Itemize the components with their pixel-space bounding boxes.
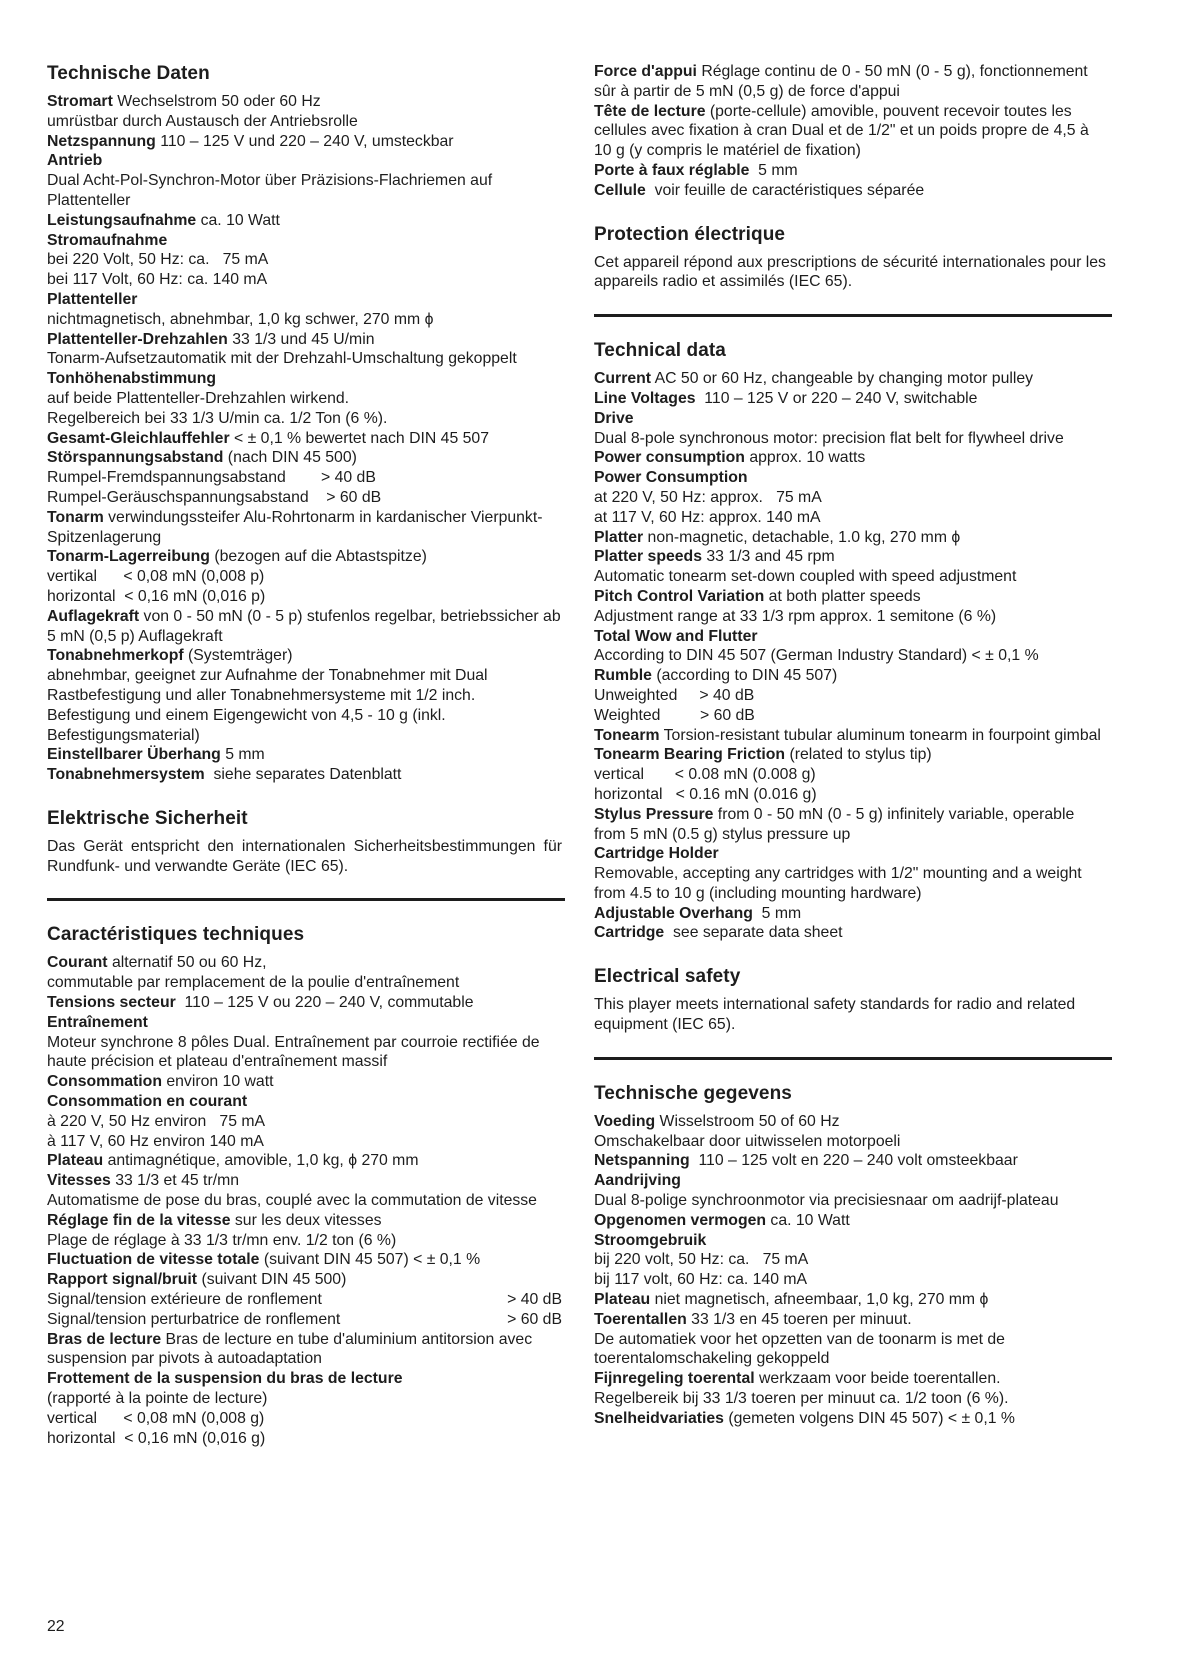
spec-value: AC 50 or 60 Hz, changeable by changing motor pulley <box>651 370 1034 388</box>
spec-value: (porte-cellule) amovible, pouvent recevoir toutes les cellules avec fixation à cran Dual et de 1/2" et un poids propre de 4,5 à 10 g (y compris le matériel de fixation) <box>594 102 1094 160</box>
section-divider <box>594 1057 1112 1060</box>
spec-value: at 117 V, 60 Hz: approx. 140 mA <box>594 508 821 526</box>
spec-item <box>594 1290 1109 1310</box>
spec-value: bei 220 Volt, 50 Hz: ca. 75 mA <box>47 251 269 269</box>
spec-label: Réglage fin de la vitesse <box>47 1211 231 1229</box>
spec-label: Tonarm <box>47 508 104 526</box>
spec-label: Entraînement <box>47 1013 148 1031</box>
spec-item <box>47 330 562 350</box>
spec-item <box>47 1211 562 1231</box>
spec-item <box>594 1250 1109 1270</box>
spec-value: (suivant DIN 45 507) < ± 0,1 % <box>259 1251 481 1269</box>
spec-item <box>594 627 1109 647</box>
spec-value: 33 1/3 und 45 U/min <box>227 330 375 348</box>
spec-item <box>594 686 1109 706</box>
spec-item <box>594 1151 1109 1171</box>
spec-item <box>594 409 1109 429</box>
section-technische-gegevens <box>594 1082 1109 1429</box>
spec-value: (related to stylus tip) <box>785 746 932 764</box>
spec-label: Fijnregeling toerental <box>594 1370 755 1388</box>
section-title: Technical data <box>594 340 726 362</box>
spec-item <box>594 1211 1109 1231</box>
spec-value: Automatic tonearm set-down coupled with speed adjustment <box>594 568 1017 586</box>
spec-item <box>47 488 562 508</box>
spec-value: at 220 V, 50 Hz: approx. 75 mA <box>594 488 822 506</box>
spec-value: Moteur synchrone 8 pôles Dual. Entraînement par courroie rectifiée de haute précision et plateau d'entraînement massif <box>47 1033 544 1071</box>
spec-value: bij 117 volt, 60 Hz: ca. 140 mA <box>594 1271 808 1289</box>
spec-value: siehe separates Datenblatt <box>204 766 402 784</box>
spec-label: Stromart <box>47 93 113 110</box>
section-fr-continued <box>594 62 1109 201</box>
spec-label: Tonabnehmerkopf <box>47 647 184 665</box>
spec-value: commutable par remplacement de la poulie d'entraînement <box>47 974 460 992</box>
spec-value: Unweighted > 40 dB <box>594 686 755 704</box>
spec-item <box>47 1072 562 1092</box>
spec-value: Regelbereich bei 33 1/3 U/min ca. 1/2 Ton (6 %). <box>47 409 388 427</box>
spec-label: Störspannungsabstand <box>47 449 224 467</box>
spec-item <box>47 646 562 666</box>
spec-item <box>47 429 562 449</box>
spec-item <box>594 567 1109 587</box>
spec-item <box>594 389 1109 409</box>
spec-kv-key: Signal/tension extérieure de ronflement <box>47 1291 322 1309</box>
spec-item <box>47 1033 562 1073</box>
section-title: Technische Daten <box>47 63 210 84</box>
page-number: 22 <box>47 1618 65 1635</box>
spec-value: < ± 0,1 % bewertet nach DIN 45 507 <box>229 429 489 447</box>
spec-label: Voeding <box>594 1112 656 1130</box>
spec-item <box>594 607 1109 627</box>
spec-label: Cartridge <box>594 924 665 942</box>
section-title: Electrical safety <box>594 966 741 988</box>
spec-value: auf beide Plattenteller-Drehzahlen wirkend. <box>47 389 350 407</box>
spec-item <box>47 448 562 468</box>
spec-label: Netspanning <box>594 1152 690 1170</box>
spec-value: von 0 - 50 mN (0 - 5 p) stufenlos regelbar, betriebssicher ab 5 mN (0,5 p) Auflagekraft <box>47 607 566 645</box>
spec-label: Tonearm Bearing Friction <box>594 746 786 764</box>
section-protection-electrique <box>594 223 1109 293</box>
spec-label: Plattenteller <box>47 290 138 308</box>
spec-item <box>47 1250 562 1270</box>
spec-label: Fluctuation de vitesse totale <box>47 1251 260 1269</box>
spec-label: Rapport signal/bruit <box>47 1271 198 1289</box>
spec-value: (according to DIN 45 507) <box>651 667 838 685</box>
spec-item <box>594 844 1109 864</box>
spec-value: environ 10 watt <box>161 1073 274 1091</box>
spec-value: antimagnétique, amovible, 1,0 kg, ϕ 270 mm <box>103 1152 419 1170</box>
spec-value: bei 117 Volt, 60 Hz: ca. 140 mA <box>47 271 268 289</box>
spec-item <box>594 666 1109 686</box>
spec-value: Plage de réglage à 33 1/3 tr/mn env. 1/2 ton (6 %) <box>47 1231 397 1249</box>
spec-value: approx. 10 watts <box>744 449 866 467</box>
spec-value: Rumpel-Fremdspannungsabstand > 40 dB <box>47 469 376 487</box>
spec-item <box>594 1369 1109 1389</box>
spec-label: Courant <box>47 954 108 972</box>
spec-value: According to DIN 45 507 (German Industry Standard) < ± 0,1 % <box>594 647 1039 665</box>
spec-list <box>594 1112 1109 1429</box>
spec-value: (Systemträger) <box>183 647 293 665</box>
spec-value: Wechselstrom 50 oder 60 Hz <box>112 93 321 110</box>
spec-label: Antrieb <box>47 152 103 170</box>
spec-value: Adjustment range at 33 1/3 rpm approx. 1 semitone (6 %) <box>594 607 997 625</box>
spec-value: werkzaam voor beide toerentallen. <box>754 1370 1001 1388</box>
spec-value: Dual Acht-Pol-Synchron-Motor über Präzisions-Flachriemen auf Plattenteller <box>47 172 497 209</box>
spec-value: bij 220 volt, 50 Hz: ca. 75 mA <box>594 1251 809 1269</box>
spec-item <box>594 765 1109 785</box>
section-title: Elektrische Sicherheit <box>47 807 248 829</box>
spec-item <box>47 211 562 231</box>
spec-label: Platter <box>594 528 644 546</box>
spec-label: Platter speeds <box>594 548 702 566</box>
spec-item <box>47 1330 562 1370</box>
spec-value: Réglage continu de 0 - 50 mN (0 - 5 g), fonctionnement sûr à partir de 5 mN (0,5 g) de force d'appui <box>594 63 1093 100</box>
spec-label: Tonarm-Lagerreibung <box>47 548 210 566</box>
section-text: Cet appareil répond aux prescriptions de sécurité internationales pour les appareils radio et assimilés (IEC 65). <box>594 253 1111 291</box>
spec-label: Tonearm <box>594 726 660 744</box>
spec-list <box>47 1330 562 1449</box>
spec-item <box>47 1191 562 1211</box>
spec-value: Tonarm-Aufsetzautomatik mit der Drehzahl-Umschaltung gekoppelt <box>47 350 517 368</box>
spec-value: alternatif 50 ou 60 Hz, <box>107 954 267 972</box>
spec-item <box>47 1092 562 1112</box>
spec-item <box>47 1151 562 1171</box>
spec-value: à 117 V, 60 Hz environ 140 mA <box>47 1132 264 1150</box>
spec-item <box>47 1429 562 1449</box>
spec-value: 5 mm <box>749 161 798 179</box>
spec-item <box>47 349 562 369</box>
spec-value: Wisselstroom 50 of 60 Hz <box>655 1112 840 1130</box>
spec-item <box>47 1231 562 1251</box>
spec-label: Current <box>594 370 652 388</box>
spec-label: Opgenomen vermogen <box>594 1211 767 1229</box>
spec-kv-row <box>47 1290 562 1310</box>
spec-item <box>47 547 562 567</box>
spec-list <box>47 92 566 785</box>
spec-item <box>594 508 1109 528</box>
spec-item <box>594 62 1109 102</box>
spec-item <box>47 953 562 973</box>
spec-item <box>47 409 562 429</box>
spec-label: Aandrijving <box>594 1172 681 1190</box>
spec-item <box>47 1369 562 1389</box>
spec-label: Force d'appui <box>594 63 697 80</box>
spec-item <box>47 666 562 745</box>
spec-item <box>594 1310 1109 1330</box>
spec-item <box>594 726 1109 746</box>
spec-value: (gemeten volgens DIN 45 507) < ± 0,1 % <box>723 1409 1015 1427</box>
spec-value: see separate data sheet <box>664 924 843 942</box>
spec-value: voir feuille de caractéristiques séparée <box>645 181 925 199</box>
spec-item <box>594 646 1109 666</box>
spec-item <box>47 112 562 132</box>
spec-item <box>594 706 1109 726</box>
section-technical-data <box>594 339 1109 943</box>
spec-value: Torsion-resistant tubular aluminum tonearm in fourpoint gimbal <box>659 726 1101 744</box>
spec-value: Removable, accepting any cartridges with 1/2" mounting and a weight from 4.5 to 10 g (including mounting hardware) <box>594 865 1087 902</box>
spec-value: 33 1/3 et 45 tr/mn <box>110 1172 240 1190</box>
spec-value: 33 1/3 and 45 rpm <box>702 548 835 566</box>
spec-item <box>594 488 1109 508</box>
spec-value: ca. 10 Watt <box>766 1211 850 1229</box>
spec-value: horizontal < 0.16 mN (0.016 g) <box>594 785 817 803</box>
spec-label: Stylus Pressure <box>594 805 714 823</box>
section-text: This player meets international safety standards for radio and related equipment (IEC 65). <box>594 996 1080 1034</box>
spec-value: Bras de lecture en tube d'aluminium antitorsion avec suspension par pivots à autoadaptation <box>47 1330 537 1368</box>
left-column <box>47 62 567 1470</box>
spec-value: umrüstbar durch Austausch der Antriebsrolle <box>47 112 358 130</box>
spec-label: Stroomgebruik <box>594 1231 707 1249</box>
spec-label: Auflagekraft <box>47 607 140 625</box>
spec-list <box>594 369 1109 943</box>
spec-item <box>47 310 562 330</box>
spec-label: Toerentallen <box>594 1310 687 1328</box>
spec-value: abnehmbar, geeignet zur Aufnahme der Tonabnehmer mit Dual Rastbefestigung und aller Tonabnehmersysteme mit 1/2 inch. Befestigung und einem Eigengewicht von 4,5 - 10 g (inkl. Befestigungsmaterial) <box>47 667 492 744</box>
spec-label: Tonabnehmersystem <box>47 766 205 784</box>
spec-value: (suivant DIN 45 500) <box>197 1271 347 1289</box>
spec-label: Netzspannung <box>47 132 156 150</box>
spec-value: non-magnetic, detachable, 1.0 kg, 270 mm ϕ <box>643 528 961 546</box>
spec-item <box>47 607 566 647</box>
spec-item <box>47 231 562 251</box>
spec-value: 110 – 125 volt en 220 – 240 volt omsteekbaar <box>689 1152 1018 1170</box>
spec-label: Einstellbarer Überhang <box>47 746 221 764</box>
spec-value: vertikal < 0,08 mN (0,008 p) <box>47 568 265 586</box>
spec-value: horizontal < 0,16 mN (0,016 g) <box>47 1429 266 1447</box>
spec-item <box>594 547 1109 567</box>
spec-label: Rumble <box>594 667 652 685</box>
spec-label: Gesamt-Gleichlauffehler <box>47 429 230 447</box>
spec-label: Drive <box>594 409 634 427</box>
spec-item <box>47 1270 562 1290</box>
spec-label: Leistungsaufnahme <box>47 211 197 229</box>
spec-value: at both platter speeds <box>764 587 921 605</box>
spec-item <box>594 864 1109 904</box>
spec-label: Consommation <box>47 1073 162 1091</box>
spec-value: 5 mm <box>752 904 802 922</box>
spec-item <box>47 290 562 310</box>
spec-item <box>47 92 562 112</box>
spec-label: Line Voltages <box>594 389 696 407</box>
spec-item <box>47 567 562 587</box>
spec-label: Power Consumption <box>594 469 748 487</box>
spec-value: 5 mm <box>220 746 265 764</box>
spec-label: Bras de lecture <box>47 1330 162 1348</box>
spec-value: 110 – 125 V or 220 – 240 V, switchable <box>695 389 978 407</box>
spec-list <box>47 953 562 1290</box>
spec-item <box>47 1013 562 1033</box>
spec-item <box>594 1389 1109 1409</box>
spec-item <box>47 587 562 607</box>
spec-item <box>47 1171 562 1191</box>
spec-item <box>594 448 1109 468</box>
spec-label: Plattenteller-Drehzahlen <box>47 330 228 348</box>
spec-value: horizontal < 0,16 mN (0,016 p) <box>47 587 266 605</box>
section-elektrische-sicherheit <box>47 807 567 877</box>
spec-item <box>47 171 562 211</box>
spec-label: Porte à faux réglable <box>594 161 750 179</box>
spec-item <box>594 1191 1109 1211</box>
spec-item <box>47 1132 562 1152</box>
spec-item <box>594 1231 1109 1251</box>
spec-value: (nach DIN 45 500) <box>223 449 357 467</box>
spec-label: Vitesses <box>47 1172 111 1190</box>
spec-item <box>594 1270 1109 1290</box>
spec-value: 110 – 125 V und 220 – 240 V, umsteckbar <box>155 132 454 150</box>
spec-item <box>47 993 562 1013</box>
spec-label: Snelheidvariaties <box>594 1409 724 1427</box>
spec-value: Regelbereik bij 33 1/3 toeren per minuut ca. 1/2 toon (6 %). <box>594 1390 1009 1408</box>
spec-value: ca. 10 Watt <box>196 211 280 229</box>
section-divider <box>47 898 565 901</box>
spec-value: from 0 - 50 mN (0 - 5 g) infinitely variable, operable from 5 mN (0.5 g) stylus pressure up <box>594 805 1079 843</box>
spec-label: Cellule <box>594 181 646 199</box>
spec-kv-row <box>47 1310 562 1330</box>
spec-value: Omschakelbaar door uitwisselen motorpoeli <box>594 1132 901 1150</box>
spec-value: sur les deux vitesses <box>230 1211 382 1229</box>
section-technische-daten <box>47 62 566 785</box>
section-divider <box>594 314 1112 317</box>
spec-value: niet magnetisch, afneembaar, 1,0 kg, 270 mm ϕ <box>650 1291 989 1309</box>
spec-value: vertical < 0.08 mN (0.008 g) <box>594 766 816 784</box>
spec-item <box>594 1409 1109 1429</box>
spec-item <box>594 904 1109 924</box>
spec-item <box>594 429 1109 449</box>
spec-value: à 220 V, 50 Hz environ 75 mA <box>47 1112 266 1130</box>
spec-item <box>47 270 562 290</box>
spec-item <box>47 1409 562 1429</box>
spec-kv-value: > 40 dB <box>507 1291 562 1309</box>
spec-value: 33 1/3 en 45 toeren per minuut. <box>686 1310 912 1328</box>
section-caracteristiques <box>47 923 562 1448</box>
spec-item <box>47 1112 562 1132</box>
spec-kv-value: > 60 dB <box>507 1310 562 1328</box>
spec-label: Frottement de la suspension du bras de lecture <box>47 1370 403 1388</box>
spec-item <box>594 587 1109 607</box>
spec-value: Dual 8-polige synchroonmotor via precisiesnaar om aadrijf-plateau <box>594 1192 1059 1210</box>
section-title: Caractéristiques techniques <box>47 924 305 946</box>
spec-item <box>594 1132 1109 1152</box>
spec-kv-key: Signal/tension perturbatrice de ronflement <box>47 1310 341 1328</box>
spec-item <box>594 181 1109 201</box>
spec-value: (rapporté à la pointe de lecture) <box>47 1390 268 1408</box>
spec-label: Tonhöhenabstimmung <box>47 370 217 388</box>
spec-label: Cartridge Holder <box>594 845 719 863</box>
section-title: Protection électrique <box>594 223 786 245</box>
spec-item <box>47 468 562 488</box>
spec-value: 110 – 125 V ou 220 – 240 V, commutable <box>175 994 474 1012</box>
spec-list <box>594 62 1109 201</box>
spec-item <box>47 151 562 171</box>
spec-label: Power consumption <box>594 449 745 467</box>
spec-value: nichtmagnetisch, abnehmbar, 1,0 kg schwer, 270 mm ϕ <box>47 310 434 328</box>
spec-label: Pitch Control Variation <box>594 587 765 605</box>
spec-item <box>47 765 562 785</box>
spec-item <box>47 250 562 270</box>
spec-item <box>594 1112 1109 1132</box>
spec-value: Rumpel-Geräuschspannungsabstand > 60 dB <box>47 488 382 506</box>
spec-item <box>594 1330 1109 1370</box>
spec-item <box>594 785 1109 805</box>
spec-item <box>47 369 562 389</box>
spec-label: Plateau <box>47 1152 104 1170</box>
spec-item <box>47 389 562 409</box>
spec-item <box>47 745 562 765</box>
spec-label: Tensions secteur <box>47 994 176 1012</box>
spec-value: vertical < 0,08 mN (0,008 g) <box>47 1409 265 1427</box>
right-column <box>594 62 1109 1451</box>
spec-item <box>594 468 1109 488</box>
spec-item <box>594 161 1109 181</box>
spec-value: Weighted > 60 dB <box>594 706 755 724</box>
spec-label: Adjustable Overhang <box>594 904 753 922</box>
section-title: Technische gegevens <box>594 1082 792 1104</box>
spec-item <box>594 1171 1109 1191</box>
spec-value: (bezogen auf die Abtastspitze) <box>209 548 427 566</box>
spec-value: Dual 8-pole synchronous motor: precision flat belt for flywheel drive <box>594 429 1064 447</box>
section-electrical-safety <box>594 965 1109 1035</box>
spec-item <box>47 1389 562 1409</box>
spec-label: Total Wow and Flutter <box>594 627 758 645</box>
spec-label: Stromaufnahme <box>47 231 168 249</box>
spec-item <box>594 528 1109 548</box>
spec-item <box>47 508 562 548</box>
spec-value: Automatisme de pose du bras, couplé avec la commutation de vitesse <box>47 1192 537 1210</box>
spec-item <box>594 102 1109 161</box>
spec-value: De automatiek voor het opzetten van de toonarm is met de toerentalomschakeling gekoppeld <box>594 1330 1010 1368</box>
spec-item <box>47 132 562 152</box>
spec-label: Tête de lecture <box>594 102 706 120</box>
spec-item <box>594 923 1109 943</box>
spec-item <box>47 973 562 993</box>
spec-item <box>594 369 1109 389</box>
section-text: Das Gerät entspricht den internationalen Sicherheitsbestimmungen für Rundfunk- und verwandte Geräte (IEC 65). <box>47 837 567 875</box>
spec-value: verwindungssteifer Alu-Rohrtonarm in kardanischer Vierpunkt-Spitzenlagerung <box>47 508 543 546</box>
spec-item <box>594 805 1109 845</box>
spec-label: Consommation en courant <box>47 1093 248 1111</box>
spec-label: Plateau <box>594 1291 651 1309</box>
spec-item <box>594 745 1109 765</box>
